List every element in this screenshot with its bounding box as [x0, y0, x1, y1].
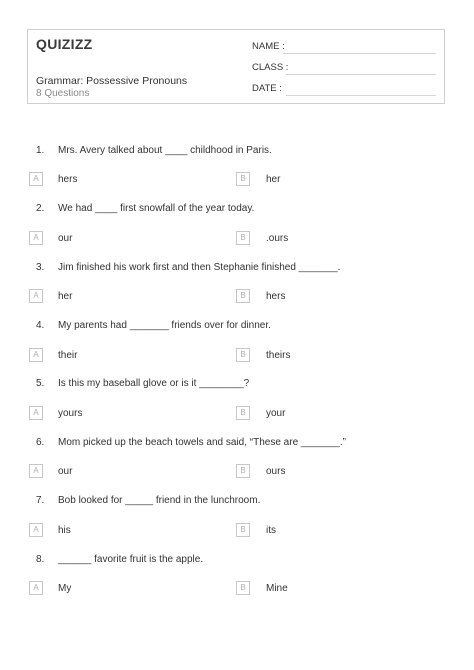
question-2 [0, 203, 474, 223]
question-6 [0, 437, 474, 457]
question-text: Is this my baseball glove or is it ________? [58, 378, 250, 389]
question-text: We had ____ first snowfall of the year today. [58, 203, 255, 214]
worksheet-header [27, 29, 445, 104]
date-field[interactable] [286, 95, 436, 96]
option-b-text[interactable]: ours [266, 466, 286, 477]
option-a-text[interactable]: her [58, 291, 73, 302]
question-text: Bob looked for _____ friend in the lunchroom. [58, 495, 261, 506]
class-field[interactable] [286, 74, 436, 75]
name-label: NAME : [252, 41, 285, 52]
answer-row-7 [0, 523, 474, 543]
answer-row-3 [0, 289, 474, 309]
answer-row-1 [0, 172, 474, 192]
name-field[interactable] [283, 53, 436, 54]
question-5 [0, 378, 474, 398]
option-b-text[interactable]: its [266, 525, 276, 536]
option-a-text[interactable]: our [58, 466, 73, 477]
question-3 [0, 262, 474, 282]
question-text: Mom picked up the beach towels and said, “These are _______.” [58, 437, 346, 448]
question-text: My parents had _______ friends over for dinner. [58, 320, 271, 331]
option-b-badge[interactable]: B [236, 348, 250, 362]
option-b-badge[interactable]: B [236, 406, 250, 420]
question-text: Jim finished his work first and then Stephanie finished _______. [58, 262, 341, 273]
question-text: ______ favorite fruit is the apple. [58, 554, 204, 565]
question-number: 7. [36, 495, 45, 506]
option-a-text[interactable]: hers [58, 174, 78, 185]
option-b-text[interactable]: theirs [266, 350, 291, 361]
option-b-badge[interactable]: B [236, 289, 250, 303]
question-number: 4. [36, 320, 45, 331]
worksheet-title: Grammar: Possessive Pronouns [36, 75, 188, 87]
option-b-text[interactable]: her [266, 174, 281, 185]
class-label: CLASS : [252, 62, 289, 73]
option-b-badge[interactable]: B [236, 523, 250, 537]
question-7 [0, 495, 474, 515]
question-number: 2. [36, 203, 45, 214]
option-a-badge[interactable]: A [29, 406, 43, 420]
question-count: 8 Questions [36, 88, 90, 99]
option-b-text[interactable]: Mine [266, 583, 288, 594]
option-b-text[interactable]: your [266, 408, 286, 419]
question-number: 8. [36, 554, 45, 565]
option-a-badge[interactable]: A [29, 289, 43, 303]
option-a-text[interactable]: our [58, 233, 73, 244]
option-b-badge[interactable]: B [236, 172, 250, 186]
option-b-badge[interactable]: B [236, 581, 250, 595]
option-a-text[interactable]: My [58, 583, 72, 594]
answer-row-4 [0, 348, 474, 368]
option-a-badge[interactable]: A [29, 231, 43, 245]
option-a-badge[interactable]: A [29, 464, 43, 478]
question-number: 3. [36, 262, 45, 273]
answer-row-8 [0, 581, 474, 601]
option-a-badge[interactable]: A [29, 523, 43, 537]
answer-row-5 [0, 406, 474, 426]
question-number: 1. [36, 145, 45, 156]
option-a-badge[interactable]: A [29, 581, 43, 595]
option-a-text[interactable]: their [58, 350, 78, 361]
question-4 [0, 320, 474, 340]
option-a-badge[interactable]: A [29, 348, 43, 362]
answer-row-2 [0, 231, 474, 251]
option-a-badge[interactable]: A [29, 172, 43, 186]
question-number: 6. [36, 437, 45, 448]
option-b-badge[interactable]: B [236, 464, 250, 478]
option-a-text[interactable]: yours [58, 408, 83, 419]
option-a-text[interactable]: his [58, 525, 71, 536]
option-b-text[interactable]: hers [266, 291, 286, 302]
question-number: 5. [36, 378, 45, 389]
answer-row-6 [0, 464, 474, 484]
quizizz-logo: QUIZIZZ [36, 36, 93, 52]
question-text: Mrs. Avery talked about ____ childhood in Paris. [58, 145, 272, 156]
question-1 [0, 145, 474, 165]
option-b-text[interactable]: .ours [266, 233, 289, 244]
option-b-badge[interactable]: B [236, 231, 250, 245]
question-8 [0, 554, 474, 574]
date-label: DATE : [252, 83, 282, 94]
